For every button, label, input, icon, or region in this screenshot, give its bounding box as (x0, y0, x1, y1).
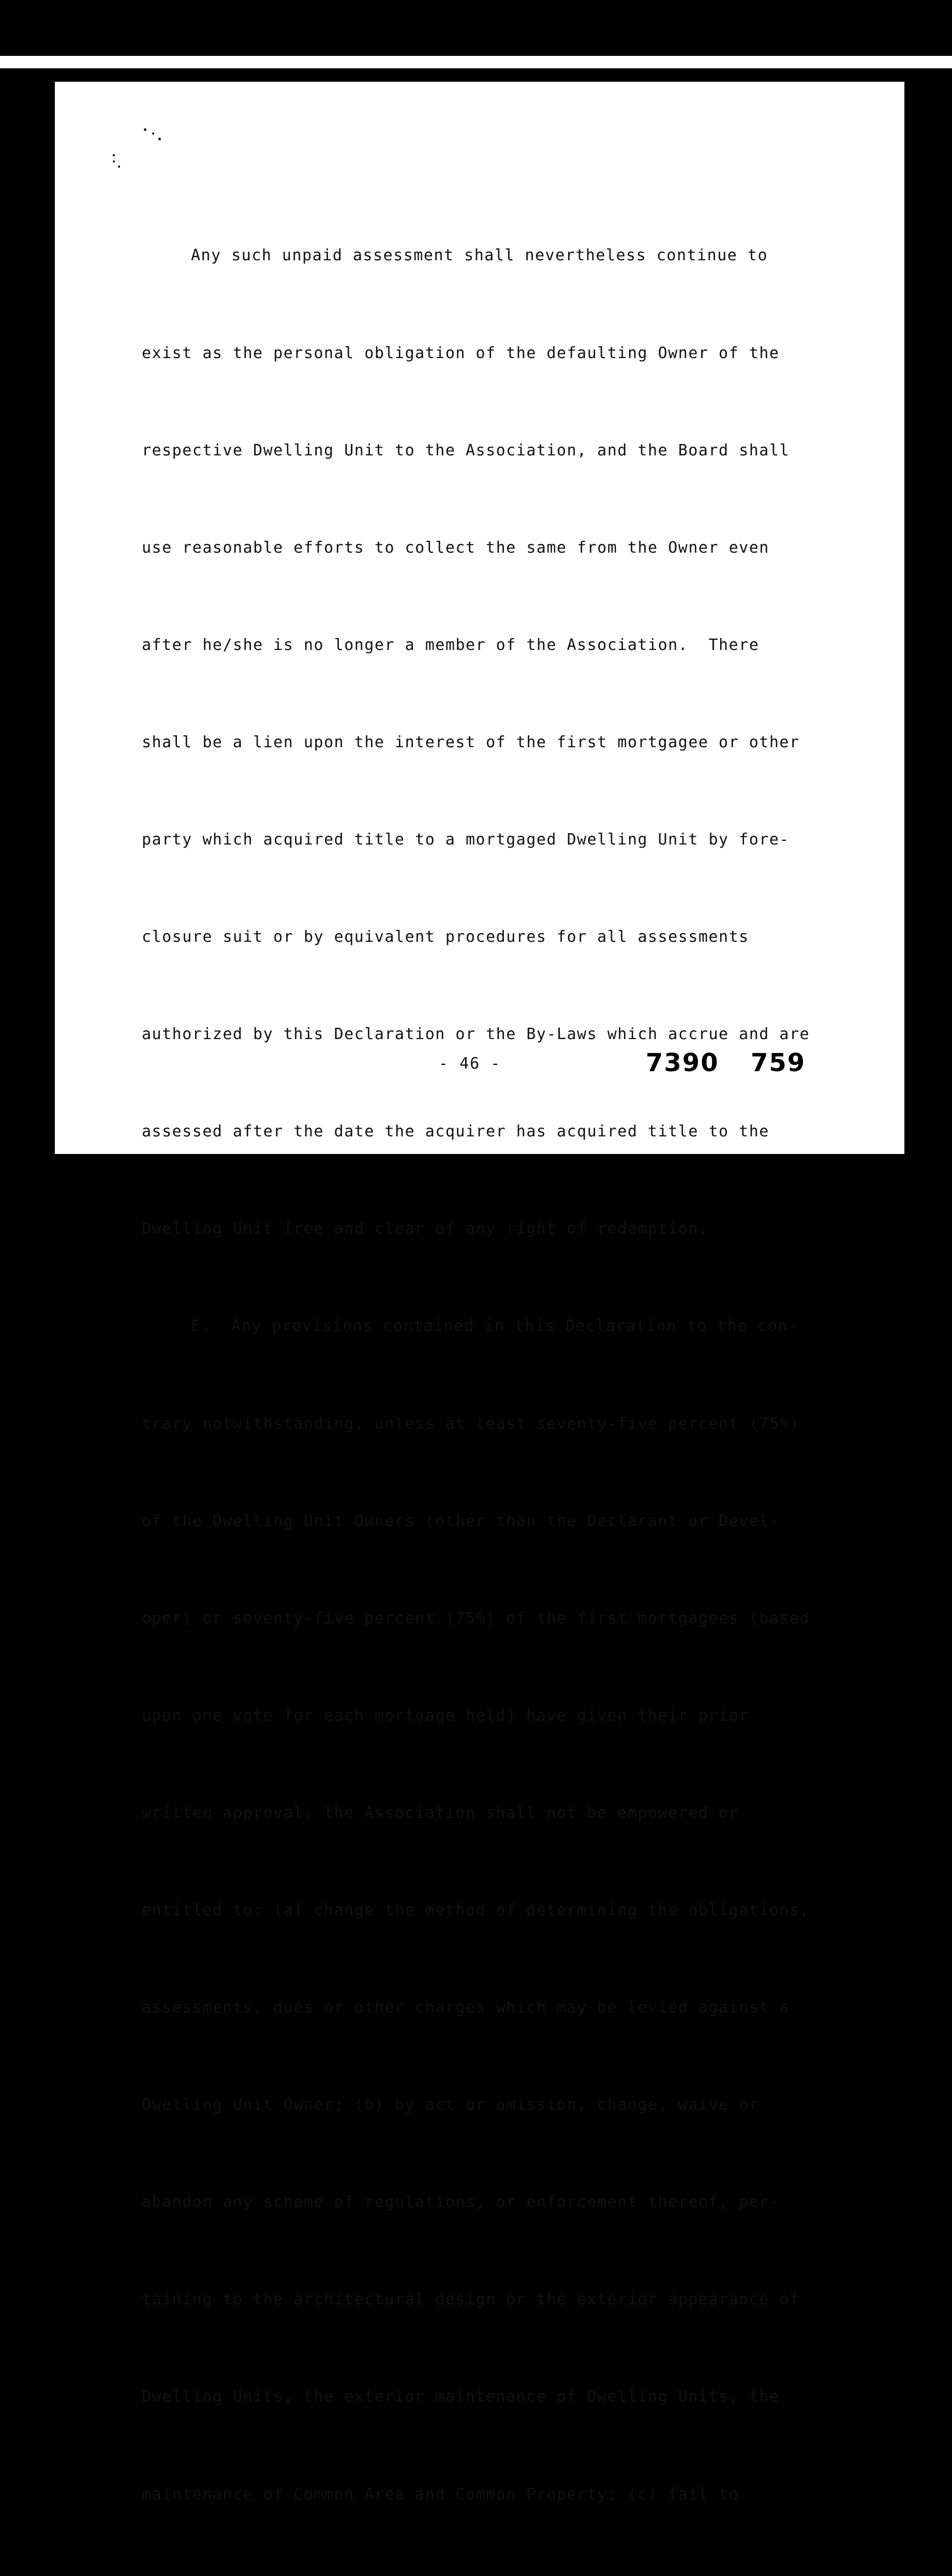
scan-speck (118, 166, 120, 168)
scan-speck (144, 128, 146, 131)
text-line: Dwelling Unit Owner; (b) by act or omission, change, waive or (142, 2096, 760, 2114)
text-line: party which acquired title to a mortgaged Dwelling Unit by fore- (142, 830, 790, 849)
text-line: closure suit or by equivalent procedures for all assessments (142, 928, 749, 946)
text-line: after he/she is no longer a member of the Association. There (142, 635, 760, 654)
page-reference: 759 (751, 1048, 806, 1077)
text-line: abandon any scheme of regulations, or enforcement thereof, per- (142, 2193, 780, 2212)
document-page (55, 82, 904, 2504)
text-line: maintenance of Common Area and Common Property; (c) fail to (142, 2485, 739, 2504)
scan-top-border (0, 0, 952, 58)
text-line: Dwelling Units, the exterior maintenance of Dwelling Units, the (142, 2388, 780, 2406)
text-line: entitled to: (a) change the method of determining the obligations, (142, 1901, 810, 1919)
text-line: assessments, dues or other charges which may be levied against a (142, 1998, 790, 2017)
text-line: exist as the personal obligation of the defaulting Owner of the (142, 344, 780, 362)
text-line: Any such unpaid assessment shall nevertheless continue to (191, 246, 768, 265)
body-text (142, 175, 866, 2576)
text-line: E. Any provisions contained in this Declaration to the con- (191, 1317, 798, 1336)
text-line: assessed after the date the acquirer has acquired title to the (142, 1122, 769, 1141)
text-line: taining to the architectural design or the exterior appearance of (142, 2290, 800, 2309)
text-line: authorized by this Declaration or the By-Laws which accrue and are (142, 1025, 810, 1044)
text-line: shall be a lien upon the interest of the first mortgagee or other (142, 733, 800, 751)
text-line: oper) or seventy-five percent (75%) of the first mortgagees (based (142, 1609, 810, 1627)
scan-speck (113, 154, 115, 156)
text-line: use reasonable efforts to collect the same from the Owner even (142, 538, 769, 557)
text-line: trary notwithstanding, unless at least seventy-five percent (75%) (142, 1414, 800, 1433)
scan-speck (113, 160, 115, 162)
scan-speck (158, 138, 161, 140)
text-line: written approval, the Association shall not be empowered or (142, 1803, 739, 1822)
text-line: upon one vote for each mortgage held) have given their prior (142, 1706, 749, 1725)
text-line: respective Dwelling Unit to the Association, and the Board shall (142, 441, 790, 460)
scan-speck (152, 132, 154, 135)
text-line: Dwelling Unit free and clear of any right of redemption. (142, 1220, 709, 1238)
page-number: - 46 - (439, 1055, 501, 1073)
text-line: of the Dwelling Unit Owners (other than the Declarant or Devel- (142, 1512, 780, 1530)
book-reference: 7390 (646, 1048, 719, 1077)
scan-top-stripe (0, 56, 952, 68)
